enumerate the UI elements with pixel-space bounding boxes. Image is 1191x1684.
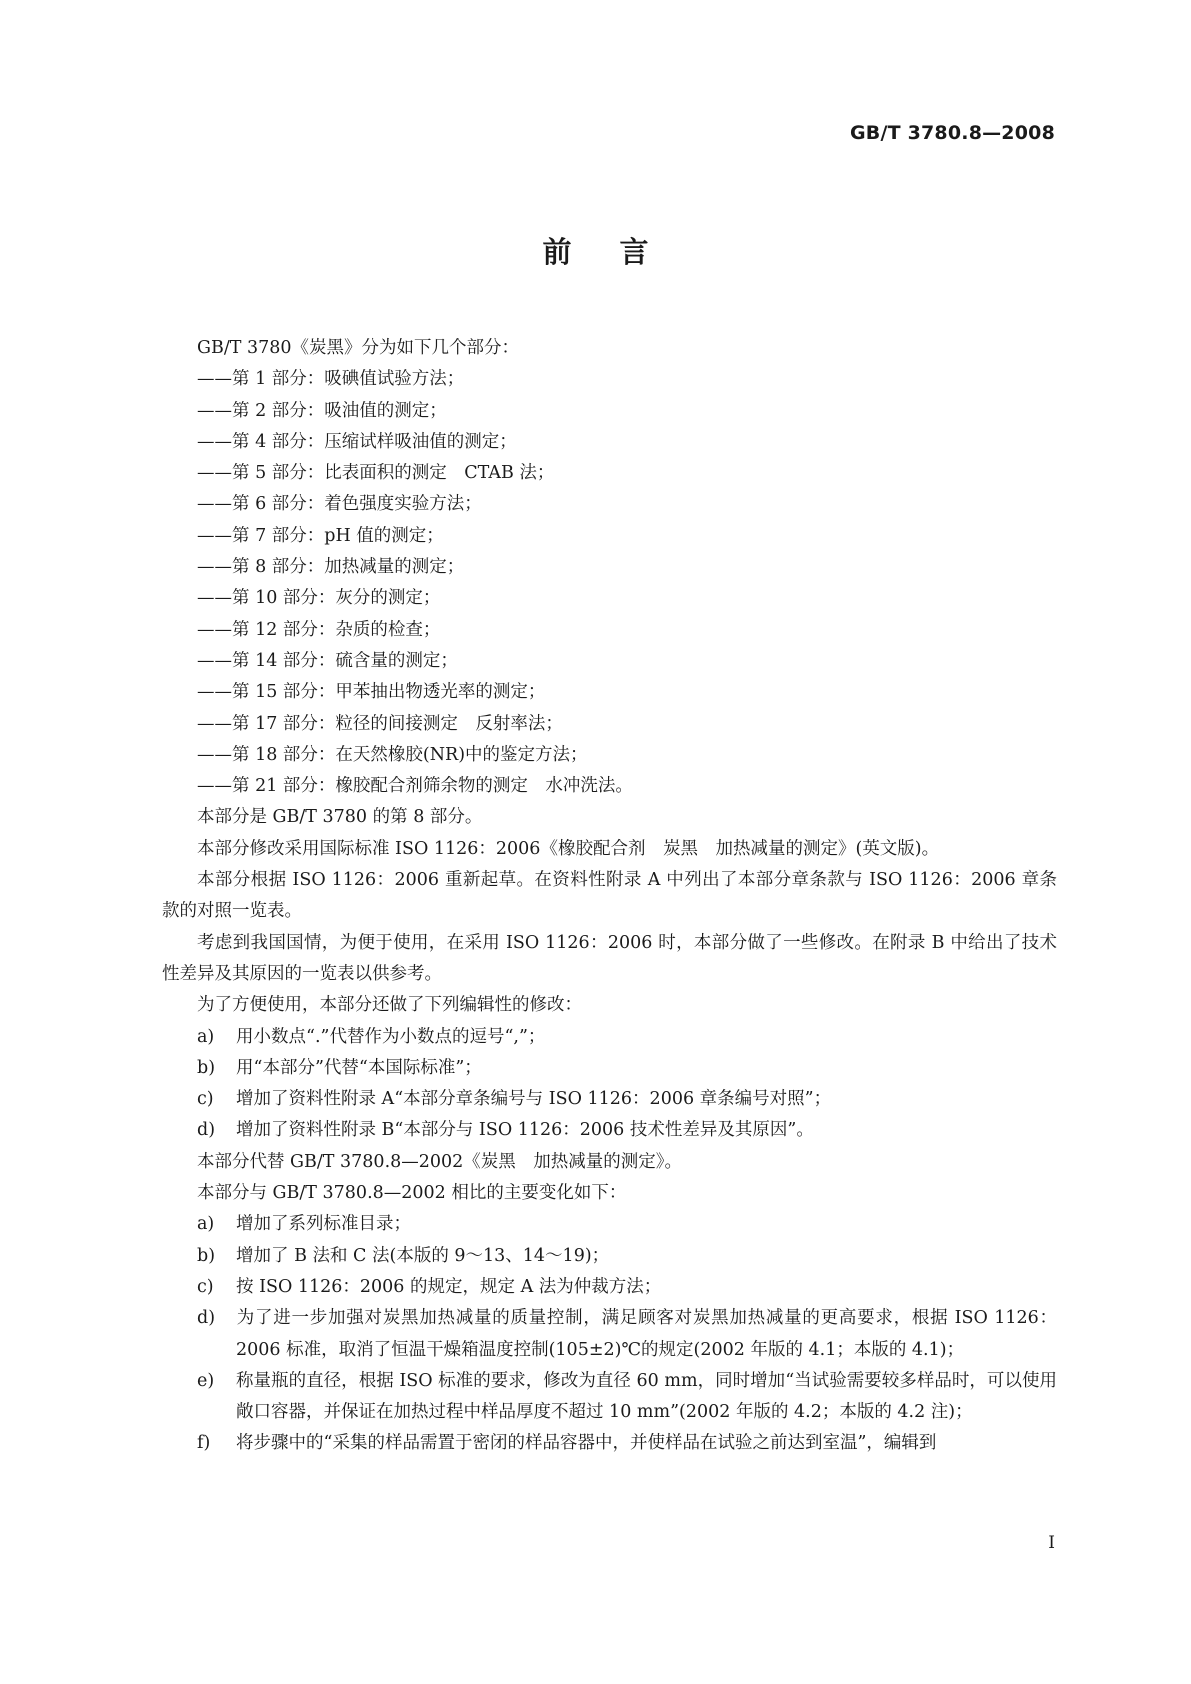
item-text: 按 ISO 1126：2006 的规定，规定 A 法为仲裁方法； <box>236 1276 662 1297</box>
item-text: 增加了系列标准目录； <box>236 1214 411 1235</box>
list-item <box>162 1209 1057 1240</box>
item-label: a) <box>197 1214 215 1235</box>
list-item: ——第 15 部分：甲苯抽出物透光率的测定； <box>197 682 546 703</box>
item-text: 增加了资料性附录 B“本部分与 ISO 1126：2006 技术性差异及其原因”。 <box>236 1120 814 1141</box>
changes-list <box>162 1209 1057 1459</box>
list-item: ——第 6 部分：着色强度实验方法； <box>197 494 482 515</box>
list-item: ——第 18 部分：在天然橡胶(NR)中的鉴定方法； <box>197 744 588 765</box>
item-text: 用小数点“.”代替作为小数点的逗号“,”； <box>236 1026 546 1047</box>
list-item: ——第 12 部分：杂质的检查； <box>197 619 441 640</box>
item-text: 称量瓶的直径，根据 ISO 标准的要求，修改为直径 60 mm，同时增加“当试验需要较多样品时，可以使用敞口容器，并保证在加热过程中样品厚度不超过 10 mm”(2002 年版的 4.2；本版的 4.2 注)； <box>236 1370 1057 1423</box>
list-item: ——第 4 部分：压缩试样吸油值的测定； <box>197 431 517 452</box>
redraft-paragraph: 本部分根据 ISO 1126：2006 重新起草。在资料性附录 A 中列出了本部分章条款与 ISO 1126：2006 章条款的对照一览表。 <box>162 870 1057 922</box>
item-text: 将步骤中的“采集的样品需置于密闭的样品容器中，并使样品在试验之前达到室温”，编辑到 <box>236 1433 937 1454</box>
item-text: 为了进一步加强对炭黑加热减量的质量控制，满足顾客对炭黑加热减量的更高要求，根据 ISO 1126：2006 标准，取消了恒温干燥箱温度控制(105±2)℃的规定(2002 年版的 4.1；本版的 4.1)； <box>236 1308 1057 1360</box>
list-item <box>162 1366 1057 1429</box>
item-label: e) <box>197 1370 215 1391</box>
list-item <box>162 1303 1057 1366</box>
list-item: ——第 5 部分：比表面积的测定 CTAB 法； <box>197 463 555 484</box>
item-label: c) <box>197 1276 214 1297</box>
item-label: c) <box>197 1089 214 1110</box>
list-item: ——第 10 部分：灰分的测定； <box>197 588 441 609</box>
list-item <box>162 1241 1057 1272</box>
item-label: f) <box>197 1433 211 1454</box>
adoption-paragraph: 本部分修改采用国际标准 ISO 1126：2006《橡胶配合剂 炭黑 加热减量的测定》(英文版)。 <box>197 838 940 859</box>
item-text: 增加了 B 法和 C 法(本版的 9～13、14～19)； <box>236 1245 610 1266</box>
item-label: b) <box>197 1245 216 1266</box>
item-label: b) <box>197 1057 216 1078</box>
item-label: d) <box>197 1120 216 1141</box>
modifications-paragraph: 考虑到我国国情，为便于使用，在采用 ISO 1126：2006 时，本部分做了一些修改。在附录 B 中给出了技术性差异及其原因的一览表以供参考。 <box>162 932 1057 984</box>
foreword-body <box>162 333 1057 1460</box>
list-item <box>162 1272 1057 1303</box>
page-number: I <box>1048 1533 1055 1553</box>
list-item: ——第 1 部分：吸碘值试验方法； <box>197 369 465 390</box>
list-item <box>162 1084 1057 1115</box>
editorial-list <box>162 1022 1057 1147</box>
list-item: ——第 17 部分：粒径的间接测定 反射率法； <box>197 713 563 734</box>
standard-code: GB/T 3780.8—2008 <box>850 122 1055 144</box>
editorial-intro-paragraph: 为了方便使用，本部分还做了下列编辑性的修改： <box>197 995 582 1016</box>
parts-list <box>162 364 1057 802</box>
main-changes-paragraph: 本部分与 GB/T 3780.8—2002 相比的主要变化如下： <box>197 1183 627 1204</box>
part-of-paragraph: 本部分是 GB/T 3780 的第 8 部分。 <box>197 807 483 828</box>
list-item: ——第 8 部分：加热减量的测定； <box>197 557 465 578</box>
list-item <box>162 1053 1057 1084</box>
item-text: 用“本部分”代替“本国际标准”； <box>236 1057 482 1078</box>
list-item: ——第 14 部分：硫含量的测定； <box>197 650 458 671</box>
list-item: ——第 2 部分：吸油值的测定； <box>197 400 447 421</box>
list-item <box>162 1428 1057 1459</box>
item-text: 增加了资料性附录 A“本部分章条编号与 ISO 1126：2006 章条编号对照”； <box>236 1089 832 1110</box>
page-title: 前言 <box>542 235 697 269</box>
replaces-paragraph: 本部分代替 GB/T 3780.8—2002《炭黑 加热减量的测定》。 <box>197 1151 683 1172</box>
item-label: a) <box>197 1026 215 1047</box>
list-item <box>162 1115 1057 1146</box>
list-item <box>162 1022 1057 1053</box>
list-item: ——第 7 部分：pH 值的测定； <box>197 525 444 546</box>
list-item: ——第 21 部分：橡胶配合剂筛余物的测定 水冲洗法。 <box>197 776 633 797</box>
intro-paragraph: GB/T 3780《炭黑》分为如下几个部分： <box>197 338 520 358</box>
item-label: d) <box>197 1308 216 1329</box>
